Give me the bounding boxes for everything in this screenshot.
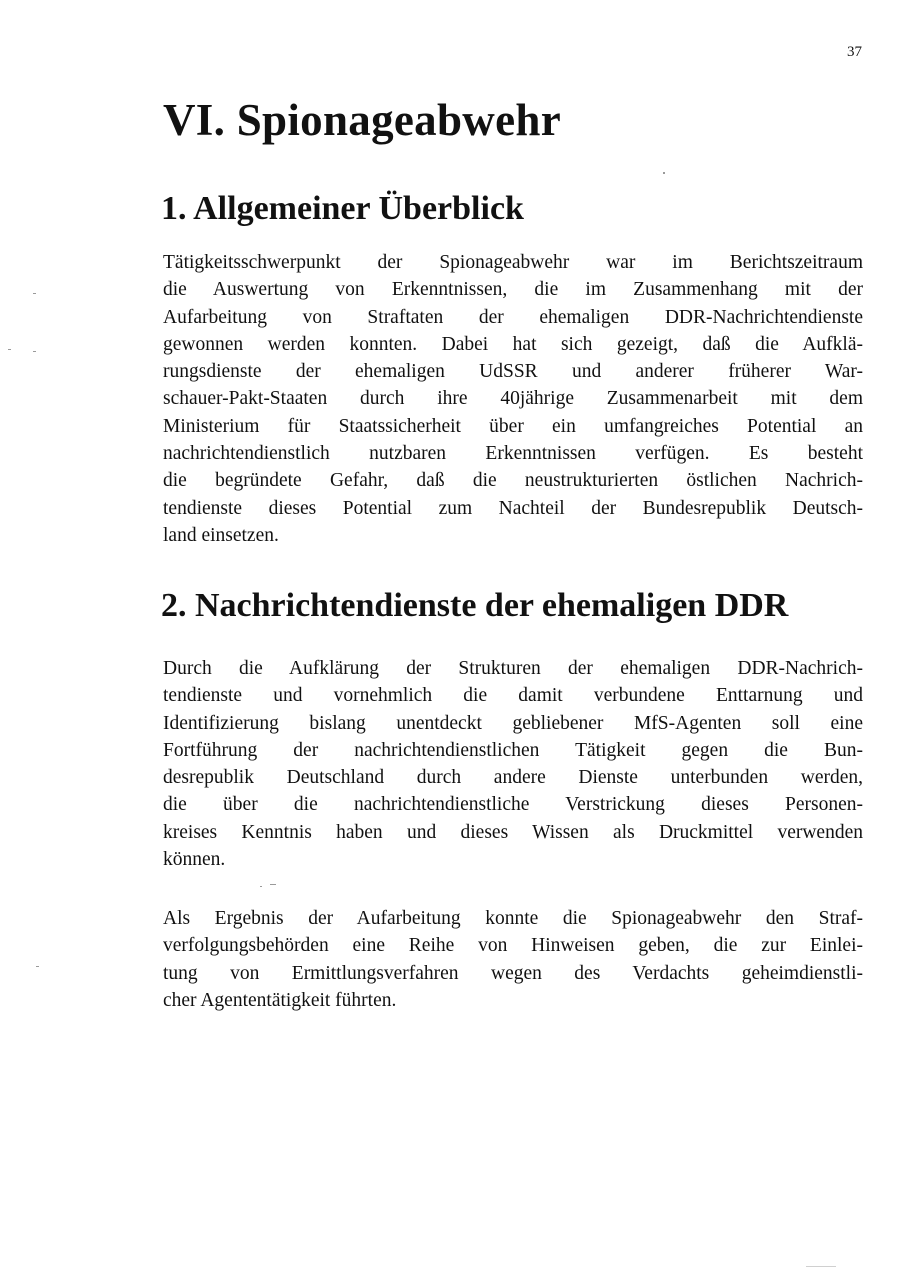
chapter-title: VI. Spionageabwehr [163, 95, 561, 145]
text-line: gewonnen werden konnten. Dabei hat sich gezeigt, daß die Aufklä- [163, 333, 863, 355]
section-2-paragraph-2 [163, 905, 863, 1014]
page-number: 37 [847, 44, 862, 60]
text-line: können. [163, 849, 226, 871]
text-line: Durch die Aufklärung der Strukturen der ehemaligen DDR-Nachrich- [163, 658, 863, 679]
section-1-title: 1. Allgemeiner Überblick [161, 190, 524, 227]
scan-speck [270, 884, 276, 885]
text-line: tung von Ermittlungsverfahren wegen des Verdachts geheimdienstli- [163, 962, 863, 984]
text-line: verfolgungsbehörden eine Reihe von Hinweisen geben, die zur Einlei- [163, 935, 863, 957]
scan-speck [8, 349, 11, 350]
text-line: rungsdienste der ehemaligen UdSSR und anderer früherer War- [163, 361, 863, 383]
scan-speck [806, 1266, 836, 1267]
text-line: Ministerium für Staatssicherheit über ein umfangreiches Potential an [163, 415, 863, 437]
text-line: kreises Kenntnis haben und dieses Wissen als Druckmittel verwenden [163, 821, 863, 843]
text-line: schauer-Pakt-Staaten durch ihre 40jährige Zusammenarbeit mit dem [163, 388, 863, 410]
text-line: Aufarbeitung von Straftaten der ehemaligen DDR-Nachrichtendienste [163, 306, 863, 328]
text-line: land einsetzen. [163, 524, 279, 546]
text-line: nachrichtendienstlich nutzbaren Erkenntnissen verfügen. Es besteht [163, 443, 863, 465]
text-line: tendienste und vornehmlich die damit verbundene Enttarnung und [163, 685, 863, 707]
scan-speck [33, 351, 36, 352]
text-line: desrepublik Deutschland durch andere Dienste unterbunden werden, [163, 767, 863, 789]
text-line: die über die nachrichtendienstliche Verstrickung dieses Personen- [163, 794, 863, 816]
text-line: Als Ergebnis der Aufarbeitung konnte die Spionageabwehr den Straf- [163, 908, 863, 929]
text-line: Fortführung der nachrichtendienstlichen Tätigkeit gegen die Bun- [163, 739, 863, 761]
text-line: Identifizierung bislang unentdeckt gebliebener MfS-Agenten soll eine [163, 712, 863, 734]
text-line: die begründete Gefahr, daß die neustrukturierten östlichen Nachrich- [163, 470, 863, 492]
text-line: tendienste dieses Potential zum Nachteil der Bundesrepublik Deutsch- [163, 497, 863, 519]
scan-speck [663, 172, 665, 174]
section-2-title: 2. Nachrichtendienste der ehemaligen DDR [161, 587, 789, 624]
scan-speck [36, 966, 39, 967]
text-line: cher Agententätigkeit führten. [163, 989, 397, 1011]
scan-speck [33, 293, 36, 294]
text-line: die Auswertung von Erkenntnissen, die im Zusammenhang mit der [163, 279, 863, 301]
scan-speck [260, 886, 262, 887]
text-line: Tätigkeitsschwerpunkt der Spionageabwehr war im Berichtszeitraum [163, 252, 863, 273]
section-2-paragraph-1 [163, 655, 863, 873]
section-1-paragraph [163, 249, 863, 549]
